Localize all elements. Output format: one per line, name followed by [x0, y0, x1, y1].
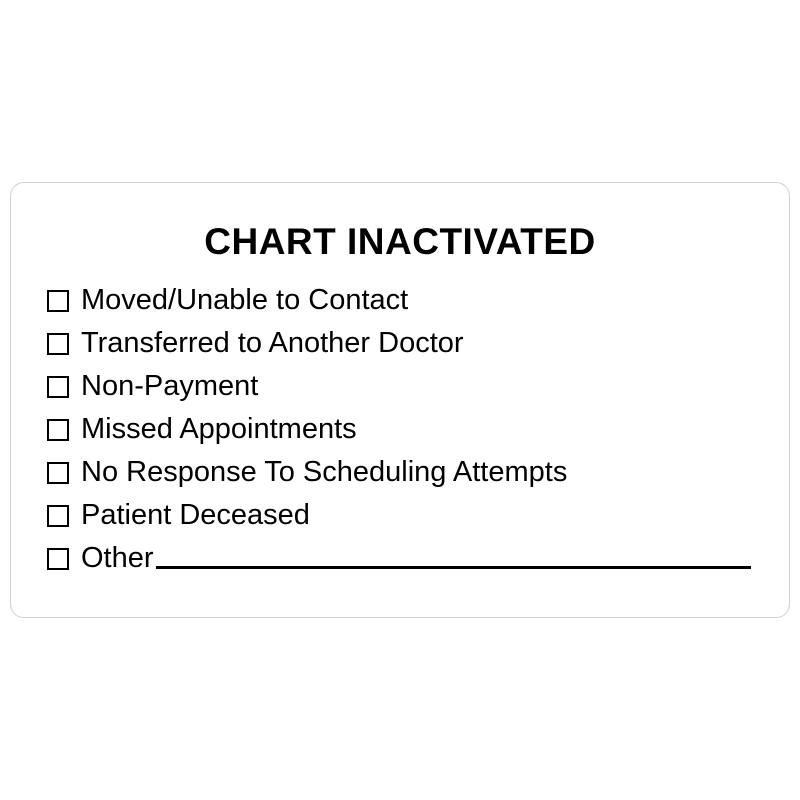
option-label: No Response To Scheduling Attempts — [81, 456, 568, 488]
list-item[interactable] — [47, 408, 789, 451]
other-write-in-line[interactable] — [156, 566, 751, 569]
label-title: CHART INACTIVATED — [204, 221, 596, 262]
list-item[interactable] — [47, 451, 789, 494]
list-item[interactable] — [47, 537, 789, 580]
option-label: Non-Payment — [81, 370, 259, 402]
option-label: Missed Appointments — [81, 413, 357, 445]
list-item[interactable] — [47, 279, 789, 322]
checkbox-no-response-to-scheduling-attempts[interactable] — [47, 462, 69, 484]
list-item[interactable] — [47, 494, 789, 537]
list-item[interactable] — [47, 365, 789, 408]
list-item[interactable] — [47, 322, 789, 365]
option-label: Patient Deceased — [81, 499, 310, 531]
option-label: Moved/Unable to Contact — [81, 284, 409, 316]
checkbox-other[interactable] — [47, 548, 69, 570]
option-label: Other — [81, 542, 154, 574]
chart-inactivated-label — [10, 182, 790, 618]
checkbox-missed-appointments[interactable] — [47, 419, 69, 441]
checkbox-non-payment[interactable] — [47, 376, 69, 398]
option-label: Transferred to Another Doctor — [81, 327, 464, 359]
checkbox-moved-unable-to-contact[interactable] — [47, 290, 69, 312]
checkbox-transferred-to-another-doctor[interactable] — [47, 333, 69, 355]
reason-options-list — [47, 279, 789, 580]
checkbox-patient-deceased[interactable] — [47, 505, 69, 527]
